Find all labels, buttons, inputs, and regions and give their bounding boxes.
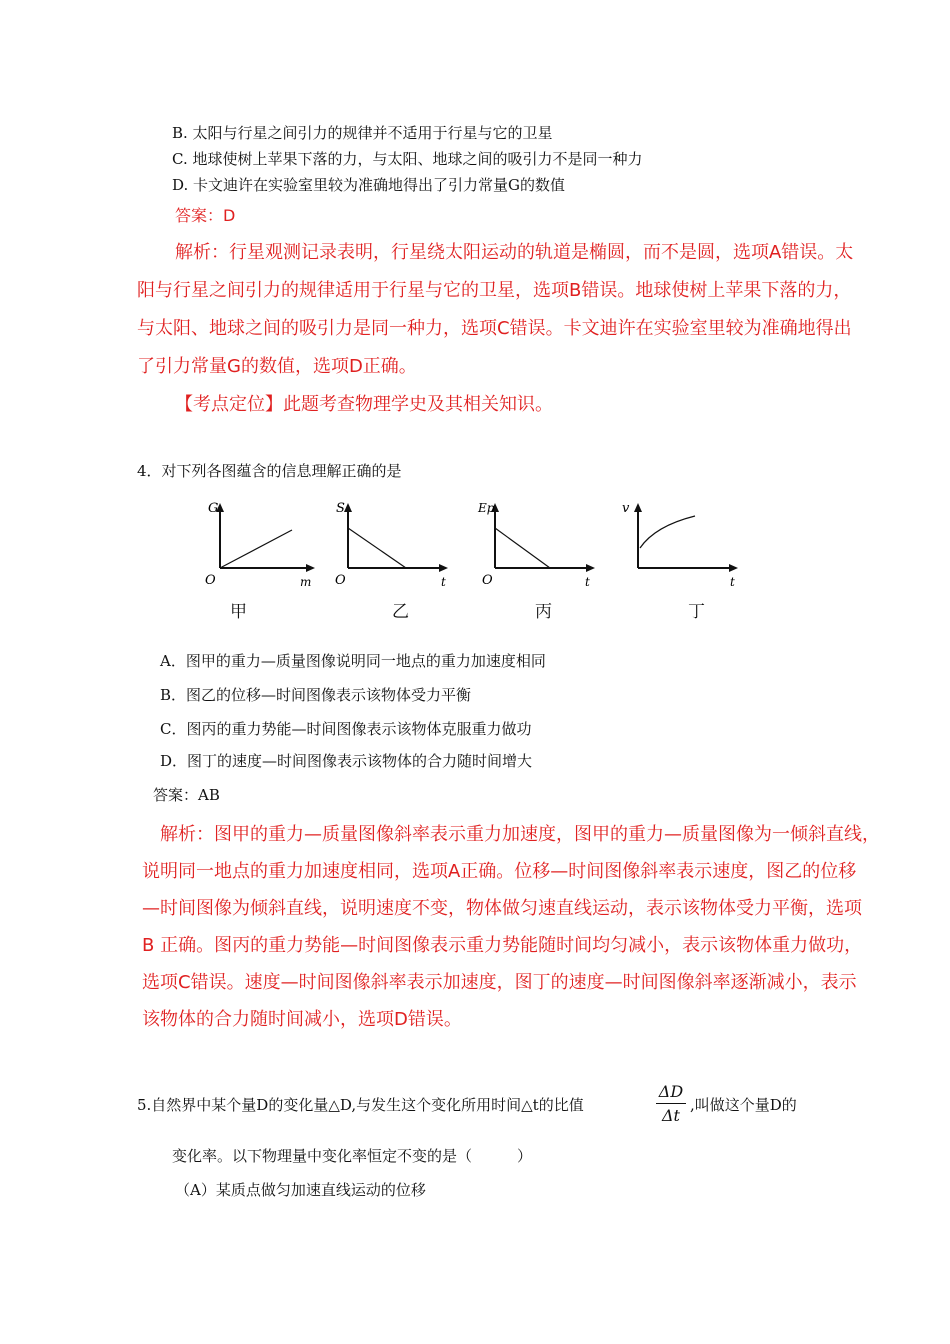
q4-analysis-line-4: B 正确。图丙的重力势能—时间图像表示重力势能随时间均匀减小，表示该物体重力做功， bbox=[142, 935, 863, 956]
graph-yi-caption: 乙 bbox=[392, 602, 409, 622]
q3-option-d: D. 卡文迪许在实验室里较为准确地得出了引力常量G的数值 bbox=[172, 176, 566, 194]
q4-analysis-line-1: 解析：图甲的重力—质量图像斜率表示重力加速度，图甲的重力—质量图像为一倾斜直线， bbox=[160, 824, 880, 845]
graph-bing-xlabel: t bbox=[585, 575, 590, 589]
q5-stem-part-3: 变化率。以下物理量中变化率恒定不变的是（ ） bbox=[172, 1147, 533, 1165]
graph-jia-caption: 甲 bbox=[230, 602, 247, 622]
q4-option-d: D．图丁的速度—时间图像表示该物体的合力随时间增大 bbox=[160, 752, 533, 770]
q4-option-a: A．图甲的重力—质量图像说明同一地点的重力加速度相同 bbox=[160, 652, 546, 670]
q3-analysis-line-2: 阳与行星之间引力的规律适用于行星与它的卫星，选项B错误。地球使树上苹果下落的力， bbox=[137, 280, 852, 301]
q4-analysis-line-5: 选项C错误。速度—时间图像斜率表示加速度，图丁的速度—时间图像斜率逐渐减小，表示 bbox=[142, 972, 857, 993]
q4-analysis-line-6: 该物体的合力随时间减小，选项D错误。 bbox=[142, 1009, 462, 1030]
graph-yi-origin: O bbox=[335, 573, 346, 588]
q3-option-b: B. 太阳与行星之间引力的规律并不适用于行星与它的卫星 bbox=[172, 124, 553, 142]
graph-yi-xlabel: t bbox=[441, 575, 446, 589]
q3-option-c: C. 地球使树上苹果下落的力，与太阳、地球之间的吸引力不是同一种力 bbox=[172, 150, 643, 168]
graph-yi bbox=[333, 498, 453, 593]
graph-ding bbox=[620, 498, 745, 593]
q5-option-a: （A）某质点做匀加速直线运动的位移 bbox=[175, 1181, 426, 1199]
q3-answer: 答案：D bbox=[175, 206, 236, 225]
q5-stem-part-1: 5.自然界中某个量D的变化量△D,与发生这个变化所用时间△t的比值 bbox=[137, 1096, 584, 1114]
q5-fraction-numerator: ΔD bbox=[658, 1082, 684, 1101]
graph-bing-ylabel: Ep bbox=[478, 501, 495, 515]
q3-analysis-line-1: 解析：行星观测记录表明，行星绕太阳运动的轨道是椭圆，而不是圆，选项A错误。太 bbox=[175, 242, 854, 263]
graph-yi-ylabel: S bbox=[336, 501, 345, 516]
q5-fraction bbox=[656, 1082, 686, 1125]
q3-knowledge-point: 【考点定位】此题考查物理学史及其相关知识。 bbox=[175, 394, 553, 415]
graph-ding-ylabel: v bbox=[622, 501, 630, 516]
q4-analysis-line-3: —时间图像为倾斜直线，说明速度不变，物体做匀速直线运动，表示该物体受力平衡，选项 bbox=[142, 898, 862, 919]
graph-ding-caption: 丁 bbox=[688, 602, 705, 622]
graph-jia bbox=[200, 498, 320, 593]
q4-answer: 答案：AB bbox=[153, 786, 220, 804]
q5-fraction-denominator: Δt bbox=[662, 1106, 680, 1125]
graph-bing-origin: O bbox=[482, 573, 493, 588]
graph-jia-ylabel: G bbox=[208, 501, 219, 516]
graph-bing bbox=[480, 498, 600, 593]
q3-analysis-line-3: 与太阳、地球之间的吸引力是同一种力，选项C错误。卡文迪许在实验室里较为准确地得出 bbox=[137, 318, 852, 339]
q3-analysis-line-4: 了引力常量G的数值，选项D正确。 bbox=[137, 356, 417, 377]
q4-stem: 4．对下列各图蕴含的信息理解正确的是 bbox=[137, 462, 402, 480]
graph-jia-xlabel: m bbox=[300, 575, 312, 589]
graph-ding-xlabel: t bbox=[730, 575, 735, 589]
q4-option-c: C．图丙的重力势能—时间图像表示该物体克服重力做功 bbox=[160, 720, 532, 738]
graph-bing-caption: 丙 bbox=[535, 602, 552, 622]
q4-analysis-line-2: 说明同一地点的重力加速度相同，选项A正确。位移—时间图像斜率表示速度，图乙的位移 bbox=[142, 861, 857, 882]
q5-stem-part-2: ,叫做这个量D的 bbox=[690, 1096, 797, 1114]
q4-option-b: B．图乙的位移—时间图像表示该物体受力平衡 bbox=[160, 686, 472, 704]
graph-jia-origin: O bbox=[205, 573, 216, 588]
